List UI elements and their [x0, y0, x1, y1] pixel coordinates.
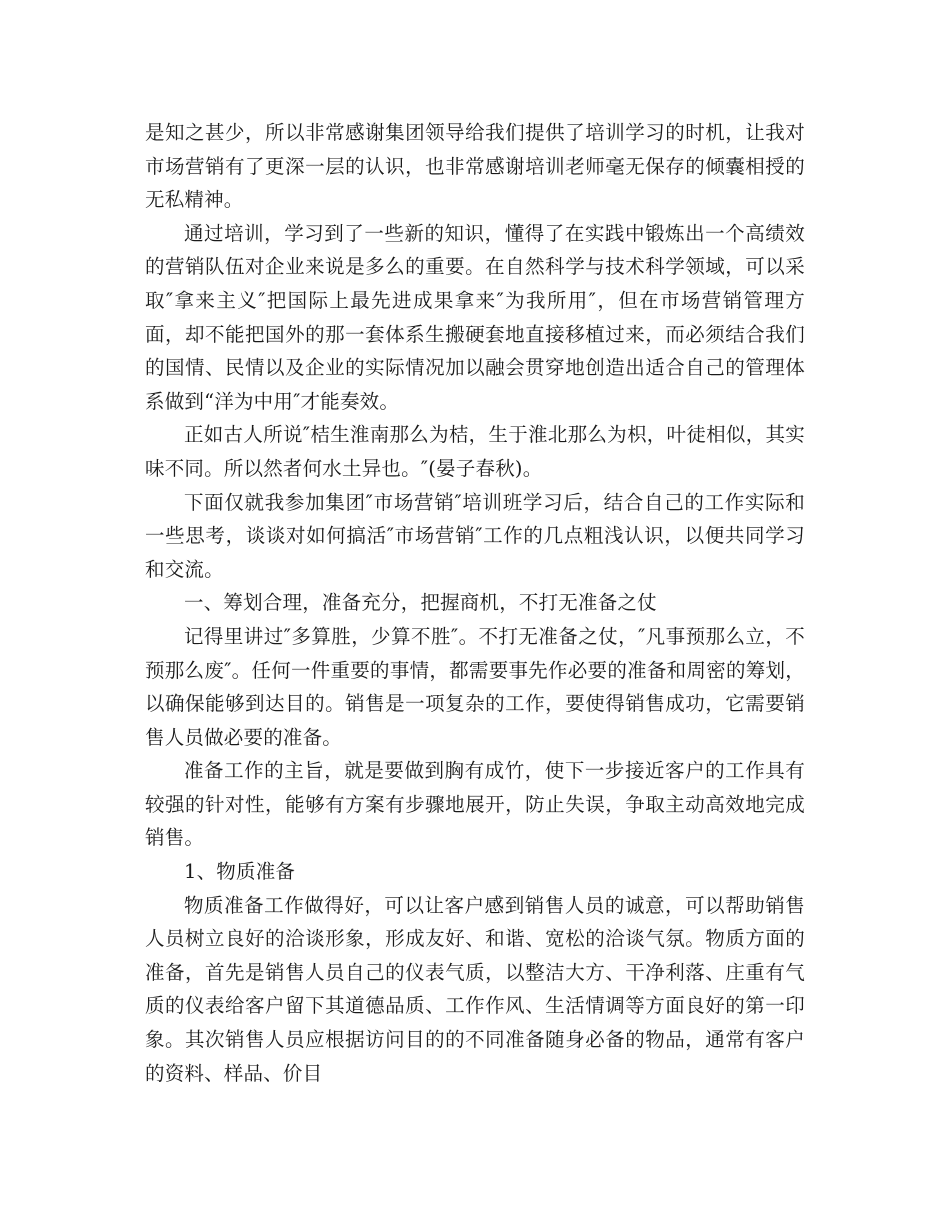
paragraph-1: 是知之甚少，所以非常感谢集团领导给我们提供了培训学习的时机，让我对市场营销有了更深一层的认识，也非常感谢培训老师毫无保存的倾囊相授的无私精神。	[145, 121, 805, 212]
section-heading-1: 一、筹划合理，准备充分，把握商机，不打无准备之仗	[184, 591, 657, 615]
body-text	[145, 116, 805, 1090]
paragraph-7: 物质准备工作做得好，可以让客户感到销售人员的诚意，可以帮助销售人员树立良好的洽谈形象，形成友好、和谐、宽松的洽谈气氛。物质方面的准备，首先是销售人员自己的仪表气质，以整洁大方、干净利落、庄重有气质的仪表给客户留下其道德品质、工作作风、生活情调等方面良好的第一印象。其次销售人员应根据访问目的的不同准备随身必备的物品，通常有客户的资料、样品、价目	[145, 893, 805, 1085]
paragraph-4: 下面仅就我参加集团″市场营销″培训班学习后，结合自己的工作实际和一些思考，谈谈对如何搞活″市场营销″工作的几点粗浅认识，以便共同学习和交流。	[145, 490, 805, 581]
paragraph-6: 准备工作的主旨，就是要做到胸有成竹，使下一步接近客户的工作具有较强的针对性，能够有方案有步骤地展开，防止失误，争取主动高效地完成销售。	[145, 759, 805, 850]
paragraph-5: 记得里讲过″多算胜，少算不胜″。不打无准备之仗，″凡事预那么立，不预那么废″。任何一件重要的事情，都需要事先作必要的准备和周密的筹划，以确保能够到达目的。销售是一项复杂的工作，要使得销售成功，它需要销售人员做必要的准备。	[145, 624, 805, 749]
subsection-heading-1: 1、物质准备	[184, 860, 296, 884]
paragraph-3: 正如古人所说″桔生淮南那么为桔，生于淮北那么为枳，叶徒相似，其实味不同。所以然者何水土异也。″(晏子春秋)。	[145, 423, 805, 480]
paragraph-2: 通过培训，学习到了一些新的知识，懂得了在实践中锻炼出一个高绩效的营销队伍对企业来说是多么的重要。在自然科学与技术科学领域，可以采取″拿来主义″把国际上最先进成果拿来″为我所用″，但在市场营销管理方面，却不能把国外的那一套体系生搬硬套地直接移植过来，而必须结合我们的国情、民情以及企业的实际情况加以融会贯穿地创造出适合自己的管理体系做到“洋为中用″才能奏效。	[145, 221, 805, 413]
